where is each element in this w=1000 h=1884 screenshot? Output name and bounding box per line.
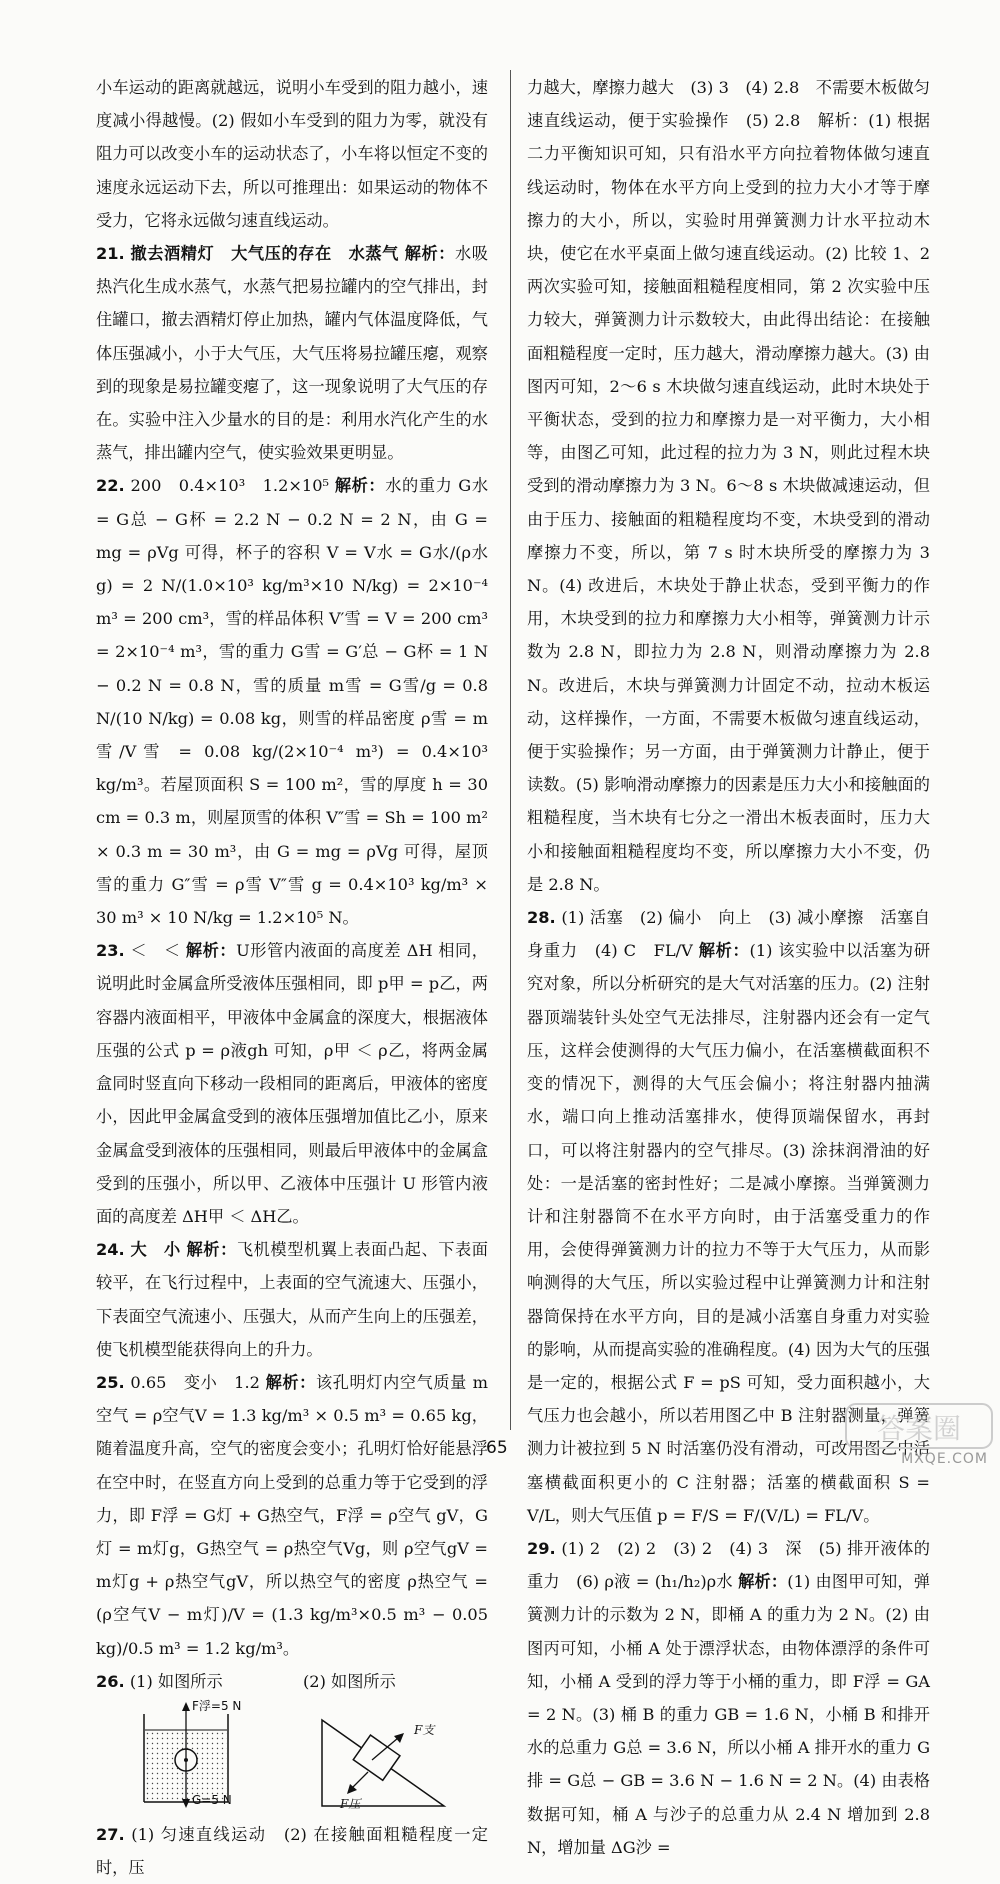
analysis-text: U形管内液面的高度差 ΔH 相同，说明此时金属盒所受液体压强相同，即 p甲 = p乙，两容器内液面相平，甲液体中金属盒的深度大，根据液体压强的公式 p = ρ液gh 可知，ρ甲 ＜ ρ乙，将两金属盒同时竖直向下移动一段相同的距离后，甲液体的密度小，因此甲金属盒受到的液体压强增加值比乙小，原来金属盒受到液体的压强相同，则最后甲液体中的金属盒受到的压强小，所以甲、乙液体中压强计 U 形管内液面的高度差 ΔH甲 ＜ ΔH乙。	[96, 941, 488, 1226]
answer-text: 0.65 变小 1.2	[130, 1372, 260, 1392]
question-21	[96, 237, 488, 469]
answer-part-2: (2) 如图所示	[302, 1671, 396, 1691]
answer-text: ＜ ＜	[130, 941, 181, 961]
analysis-label: 解析：	[334, 476, 386, 496]
analysis-label: 解析：	[265, 1372, 316, 1392]
analysis-label: 解析：	[698, 941, 750, 961]
answer-text: (1) 活塞 (2) 偏小 向上 (3) 减小摩擦 活塞自身重力 (4) C FL/V	[527, 908, 930, 961]
question-number: 27.	[96, 1824, 125, 1844]
question-number: 23.	[96, 941, 125, 961]
analysis-text: 飞机模型机翼上表面凸起、下表面较平，在飞行过程中，上表面的空气流速大、压强小，下表面空气流速小、压强大，从而产生向上的压强差，使飞机模型能获得向上的升力。	[96, 1240, 488, 1359]
question-29	[527, 1532, 930, 1864]
column-divider	[510, 70, 511, 1430]
arrow-up-icon	[182, 1702, 190, 1711]
analysis-text: 水吸热汽化生成水蒸气，水蒸气把易拉罐内的空气排出，封住罐口，撤去酒精灯停止加热，罐内气体温度降低，气体压强减小，小于大气压，大气压将易拉罐压瘪，观察到的现象是易拉罐变瘪了，这一现象说明了大气压的存在。实验中注入少量水的目的是：利用水汽化产生的水蒸气，排出罐内空气，使实验效果更明显。	[96, 244, 488, 463]
question-number: 25.	[96, 1372, 125, 1392]
question-22	[96, 469, 488, 934]
question-number: 24.	[96, 1240, 125, 1260]
continuation-paragraph: 小车运动的距离就越远，说明小车受到的阻力越小，速度减小得越慢。(2) 假如小车受到的阻力为零，就没有阻力可以改变小车的运动状态了，小车将以恒定不变的速度永远运动下去，所以可推理出：如果运动的物体不受力，它将永远做匀速直线运动。	[96, 78, 488, 230]
figures-row	[96, 1698, 488, 1812]
arrow-down-icon	[182, 1799, 190, 1808]
question-number: 26.	[96, 1671, 125, 1691]
analysis-text: (1) 该实验中以活塞为研究对象，所以分析研究的是大气对活塞的压力。(2) 注射器顶端装针头处空气无法排尽，注射器内还会有一定气压，这样会使测得的大气压力偏小，在活塞横截面积不变的情况下，测得的大气压会偏小；将注射器内抽满水，端口向上推动活塞排水，使得顶端保留水，再封口，可以将注射器内的空气排尽。(3) 涂抹润滑油的好处：一是活塞的密封性好；二是减小摩擦。当弹簧测力计和注射器筒不在水平方向时，由于活塞受重力的作用，会使得弹簧测力计的拉力不等于大气压力，从而影响测得的大气压，所以实验过程中让弹簧测力计和注射器筒保持在水平方向，目的是减小活塞自身重力对实验的影响，从而提高实验的准确程度。(4) 因为大气的压强是一定的，根据公式 F = pS 可知，受力面积越小，大气压力也会越小，所以若用图乙中 B 注射器测量，弹簧测力计被拉到 5 N 时活塞仍没有滑动，可改用图乙中活塞横截面积更小的 C 注射器；活塞的横截面积 S = V/L，则大气压值 p = F/S = F/(V/L) = FL/V。	[527, 941, 931, 1525]
arrow-down-left-icon	[347, 1784, 357, 1794]
question-number: 21.	[96, 244, 125, 264]
left-column	[96, 71, 488, 1884]
watermark-text: MXQE.COM	[901, 1450, 988, 1467]
question-number: 28.	[527, 908, 556, 928]
question-24	[96, 1233, 488, 1366]
analysis-label: 解析：	[404, 244, 456, 264]
answer-part-1: (1) 如图所示	[129, 1671, 223, 1691]
analysis-text: (1) 由图甲可知，弹簧测力计的示数为 2 N，即桶 A 的重力为 2 N。(2) 由图丙可知，小桶 A 处于漂浮状态，由物体漂浮的条件可知，小桶 A 受到的浮力等于小桶的重力，即 F浮 = GA = 2 N。(3) 桶 B 的重力 GB = 1.6 N，小桶 B 和排开水的总重力 G总 = 3.6 N，所以小桶 A 排开水的重力 G排 = G总 − GB = 3.6 N − 1.6 N = 2 N。(4) 由表格数据可知，桶 A 与沙子的总重力从 2.4 N 增加到 2.8 N，增加量 ΔG沙 =	[527, 1572, 930, 1857]
analysis-text: 该孔明灯内空气质量 m空气 = ρ空气V = 1.3 kg/m³ × 0.5 m³ = 0.65 kg，随着温度升高，空气的密度会变小；孔明灯恰好能悬浮在空中时，在竖直方向上受到的总重力等于它受到的浮力，即 F浮 = G灯 + G热空气，F浮 = ρ空气 gV，G灯 = m灯g，G热空气 = ρ热空气Vg，则 ρ空气gV = m灯g + ρ热空气gV，所以热空气的密度 ρ热空气 = (ρ空气V − m灯)/V = (1.3 kg/m³×0.5 m³ − 0.05 kg)/0.5 m³ = 1.2 kg/m³。	[96, 1372, 488, 1658]
continuation-paragraph: 力越大，摩擦力越大 (3) 3 (4) 2.8 不需要木板做匀速直线运动，便于实验操作 (5) 2.8 解析：(1) 根据二力平衡知识可知，只有沿水平方向拉着物体做匀速直线运动时，物体在水平方向上受到的拉力大小才等于摩擦力的大小，所以，实验时用弹簧测力计水平拉动木块，使它在水平桌面上做匀速直线运动。(2) 比较 1、2 两次实验可知，接触面粗糙程度相同，第 2 次实验中压力较大，弹簧测力计示数较大，由此得出结论：在接触面粗糙程度一定时，压力越大，滑动摩擦力越大。(3) 由图丙可知，2～6 s 木块做匀速直线运动，此时木块处于平衡状态，受到的拉力和摩擦力是一对平衡力，大小相等，由图乙可知，此过程的拉力为 3 N，则此过程木块受到的滑动摩擦力为 3 N。6～8 s 木块做减速运动，但由于压力、接触面的粗糙程度均不变，木块受到的滑动摩擦力不变，所以，第 7 s 时木块所受的摩擦力为 3 N。(4) 改进后，木块处于静止状态，受到平衡力的作用，木块受到的拉力和摩擦力大小相等，弹簧测力计示数为 2.8 N，即拉力为 2.8 N，则滑动摩擦力为 2.8 N。改进后，木块与弹簧测力计固定不动，拉动木板运动，这样操作，一方面，不需要木板做匀速直线运动，便于实验操作；另一方面，由于弹簧测力计静止，便于读数。(5) 影响滑动摩擦力的因素是压力大小和接触面的粗糙程度，当木块有七分之一滑出木板表面时，压力大小和接触面粗糙程度均不变，所以摩擦力大小不变，仍是 2.8 N。	[527, 78, 930, 894]
svg-text:答案圈: 答案圈	[876, 1412, 962, 1445]
analysis-label: 解析：	[738, 1572, 788, 1592]
question-26	[96, 1665, 488, 1698]
support-force-label: F支	[414, 1722, 435, 1737]
answer-text: 撤去酒精灯 大气压的存在 水蒸气	[130, 244, 399, 264]
right-column	[527, 71, 930, 1864]
page-number: 65	[486, 1438, 508, 1458]
answer-text: 大 小	[130, 1240, 181, 1260]
answer-text: (1) 2 (2) 2 (3) 2 (4) 3 深 (5) 排开液体的重力 (6) ρ液 = (h₁/h₂)ρ水	[527, 1538, 930, 1592]
arrow-up-right-icon	[394, 1733, 404, 1743]
analysis-label: 解析：	[185, 941, 237, 961]
gravity-label: G=5 N	[192, 1792, 232, 1807]
buoyancy-force-label: F浮=5 N	[192, 1698, 242, 1713]
analysis-text: 水的重力 G水 = G总 − G杯 = 2.2 N − 0.2 N = 2 N，由 G = mg = ρVg 可得，杯子的容积 V = V水 = G水/(ρ水 g) = 2 N/(1.0×10³ kg/m³×10 N/kg) = 2×10⁻⁴ m³ = 200 cm³，雪的样品体积 V′雪 = V = 200 cm³ = 2×10⁻⁴ m³，雪的重力 G雪 = G′总 − G杯 = 1 N − 0.2 N = 0.8 N，雪的质量 m雪 = G雪/g = 0.8 N/(10 N/kg) = 0.08 kg，则雪的样品密度 ρ雪 = m雪/V雪 = 0.08 kg/(2×10⁻⁴ m³) = 0.4×10³ kg/m³。若屋顶面积 S = 100 m²，雪的厚度 h = 30 cm = 0.3 m，则屋顶雪的体积 V″雪 = Sh = 100 m² × 0.3 m = 30 m³，由 G = mg = ρVg 可得，屋顶雪的重力 G″雪 = ρ雪 V″雪 g = 0.4×10³ kg/m³ × 30 m³ × 10 N/kg = 1.2×10⁵ N。	[96, 476, 489, 928]
pressure-force-label: F压	[340, 1796, 361, 1811]
analysis-label: 解析：	[186, 1240, 237, 1260]
question-number: 29.	[527, 1538, 556, 1558]
question-number: 22.	[96, 476, 125, 496]
question-27	[96, 1818, 488, 1884]
incline-figure	[316, 1702, 456, 1812]
question-25	[96, 1366, 488, 1665]
answer-text: 200 0.4×10³ 1.2×10⁵	[130, 476, 330, 496]
answer-text: (1) 匀速直线运动 (2) 在接触面粗糙程度一定时，压	[96, 1824, 488, 1878]
question-23	[96, 934, 488, 1233]
